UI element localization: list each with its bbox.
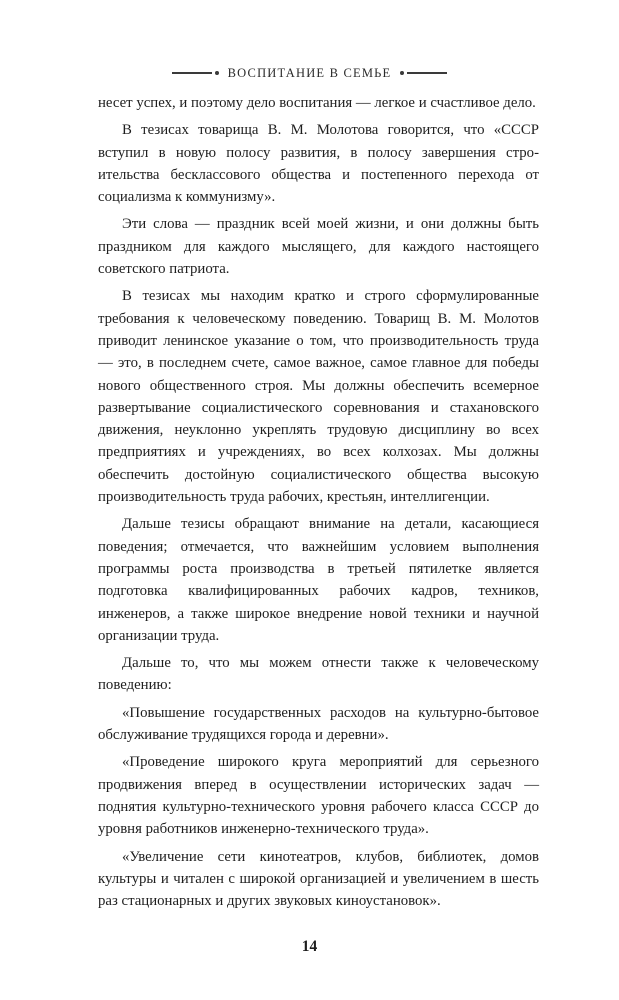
- paragraph: Дальше тезисы обращают внимание на детали, касающиеся поведения; отмечается, что важнейшим условием выполнения программы роста производства в третьей пятилетке является подготовка квалифицированных рабочих кадров, техников, инженеров, а также широкое внедрение новой техники и научной организации труда.: [98, 516, 539, 644]
- paragraph-continued: несет успех, и поэтому дело воспитания — легкое и счастливое дело.: [98, 95, 536, 111]
- page-number: 14: [301, 938, 318, 955]
- running-header: [0, 63, 619, 83]
- paragraph: Эти слова — праздник всей моей жизни, и они должны быть праздником для каждого мыслящего, для каждого настоящего советского патриота.: [98, 216, 539, 278]
- header-ornament-right-icon: [400, 71, 447, 75]
- quote-paragraph: «Повышение государственных расходов на культурно-бытовое обслуживание трудящихся города и деревни».: [98, 704, 539, 744]
- paragraph: В тезисах товарища В. М. Молотова говорится, что «СССР вступил в новую полосу развития, в полосу завершения строительства бесклассового общества и постепенного перехода от социализма к коммунизму».: [98, 122, 539, 206]
- quote-paragraph: «Увеличение сети кинотеатров, клубов, библиотек, домов культуры и читален с широкой организацией и увеличением в шесть раз стационарных и других звуковых киноустановок».: [98, 848, 539, 910]
- running-header-title: ВОСПИТАНИЕ В СЕМЬЕ: [227, 66, 392, 80]
- paragraph: В тезисах мы находим кратко и строго сформулированные требования к человеческому поведению. Товарищ В. М. Молотов приводит ленинское указание о том, что производительность труда — это, в последнем счете, самое важное, самое главное для победы нового общественного строя. Мы должны обеспечить всемерное развертывание социалистического соревнования и стахановского движения, неуклонно укреплять трудовую дисциплину во всех предприятиях и учреждениях, во всех колхозах. Мы должны обеспечить достойную социалистического общества высокую производительность труда рабочих, крестьян, интеллигенции.: [98, 288, 539, 506]
- paragraph: Дальше то, что мы можем отнести также к человеческому поведению:: [98, 655, 539, 694]
- quote-paragraph: «Проведение широкого круга мероприятий для серьезного продвижения вперед в осуществлении исторических задач — поднятия культурно-технического уровня рабочего класса СССР до уровня работников инженерно-технического труда».: [98, 754, 539, 838]
- body-text: [98, 92, 539, 917]
- header-ornament-left-icon: [172, 71, 219, 75]
